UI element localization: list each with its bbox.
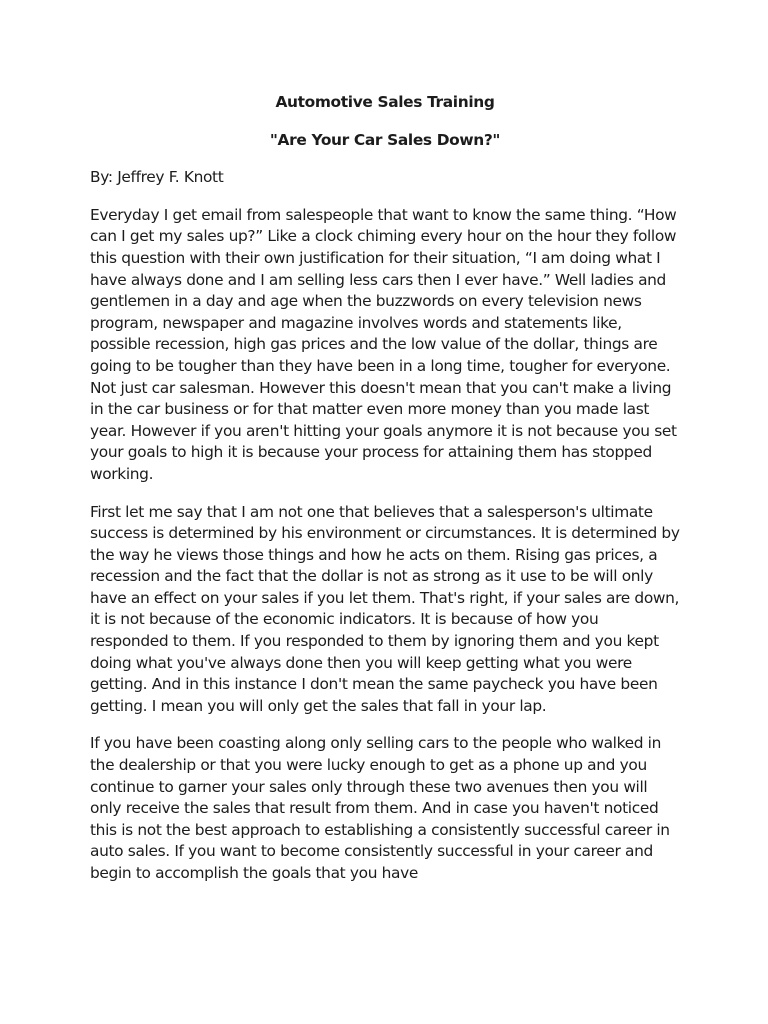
document-page [90,92,680,901]
body-paragraph-3: If you have been coasting along only selling cars to the people who walked in the dealership or that you were lucky enough to get as a phone up and you continue to garner your sales only through these two avenues then you will only receive the sales that result from them. And in case you haven't noticed this is not the best approach to establishing a consistently successful career in auto sales. If you want to become consistently successful in your career and begin to accomplish the goals that you have [90,734,670,882]
body-paragraph-1: Everyday I get email from salespeople that want to know the same thing. “How can I get my sales up?” Like a clock chiming every hour on the hour they follow this question with their own justification for their situation, “I am doing what I have always done and I am selling less cars then I ever have.” Well ladies and gentlemen in a day and age when the buzzwords on every television news program, newspaper and magazine involves words and statements like, possible recession, high gas prices and the low value of the dollar, things are going to be tougher than they have been in a long time, tougher for everyone. Not just car salesman. However this doesn't mean that you can't make a living in the car business or for that matter even more money than you made last year. However if you aren't hitting your goals anymore it is not because you set your goals to high it is because your process for attaining them has stopped working. [90,205,677,483]
body-paragraph-2: First let me say that I am not one that believes that a salesperson's ultimate success is determined by his environment or circumstances. It is determined by the way he views those things and how he acts on them. Rising gas prices, a recession and the fact that the dollar is not as strong as it use to be will only have an effect on your sales if you let them. That's right, if your sales are down, it is not because of the economic indicators. It is because of how you responded to them. If you responded to them by ignoring them and you kept doing what you've always done then you will keep getting what you were getting. And in this instance I don't mean the same paycheck you have been getting. I mean you will only get the sales that fall in your lap. [90,502,680,715]
author-byline: By: Jeffrey F. Knott [90,168,224,187]
document-subtitle: "Are Your Car Sales Down?" [269,130,501,149]
document-title: Automotive Sales Training [275,93,495,111]
